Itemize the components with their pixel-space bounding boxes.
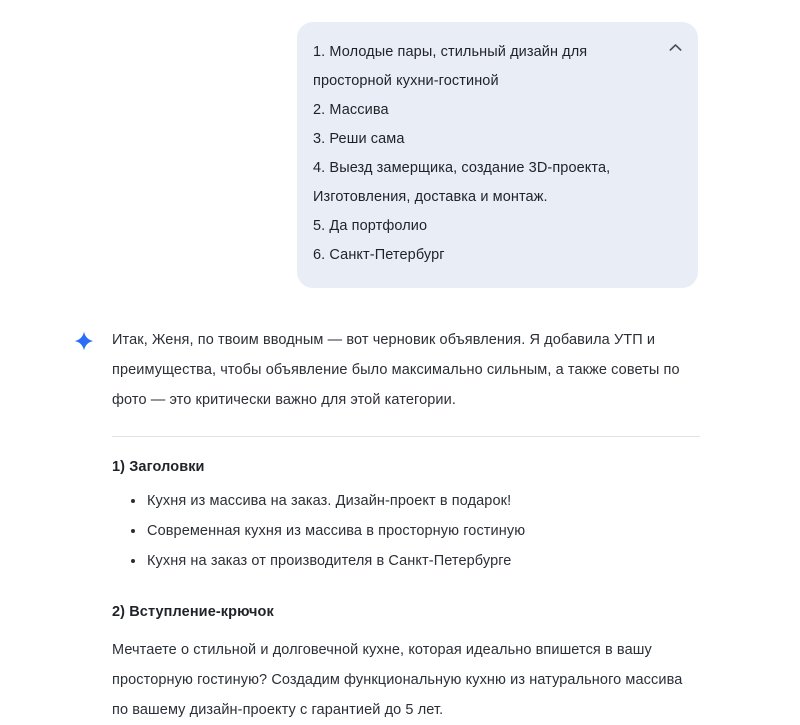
user-message-line: 3. Реши сама (313, 131, 405, 147)
list-item-label: Кухня на заказ от производителя в Санкт-Петербурге (147, 553, 512, 569)
headline-bullet-list (112, 486, 700, 576)
bullet-dot-icon (131, 529, 135, 533)
collapse-message-button[interactable] (664, 36, 686, 58)
list-item (112, 486, 700, 516)
user-message-bubble (297, 22, 698, 288)
bullet-dot-icon (131, 559, 135, 563)
assistant-message-row (0, 288, 800, 725)
user-message-row (0, 0, 800, 288)
user-message-line: 6. Санкт-Петербург (313, 247, 445, 263)
user-message-line: 1. Молодые пары, стильный дизайн для просторной кухни-гостиной (313, 44, 592, 89)
list-item (112, 516, 700, 546)
section-heading-1: 1) Заголовки (112, 459, 205, 475)
user-message-line: 4. Выезд замерщика, создание 3D-проекта, Изготовления, доставка и монтаж. (313, 160, 615, 205)
list-item-label: Современная кухня из массива в просторную гостиную (147, 523, 526, 539)
assistant-intro-paragraph: Итак, Женя, по твоим вводным — вот черновик объявления. Я добавила УТП и преимущества, чтобы объявление было максимально сильным, а также советы по фото — это критически важно для этой категории. (112, 332, 680, 408)
assistant-message-body (112, 325, 700, 725)
content-divider (112, 436, 700, 437)
section-heading-2: 2) Вступление-крючок (112, 604, 274, 620)
bullet-dot-icon (131, 499, 135, 503)
user-message-line: 2. Массива (313, 102, 389, 118)
list-item-label: Кухня из массива на заказ. Дизайн-проект в подарок! (147, 493, 512, 509)
section-2-paragraph: Мечтаете о стильной и долговечной кухне, которая идеально впишется в вашу просторную гостиную? Создадим функциональную кухню из натурального массива по вашему дизайн-проекту с гарантией до 5 лет. (112, 642, 683, 718)
chevron-up-icon (669, 43, 682, 52)
sparkle-icon (74, 331, 94, 351)
user-message-line: 5. Да портфолио (313, 218, 428, 234)
list-item (112, 546, 700, 576)
